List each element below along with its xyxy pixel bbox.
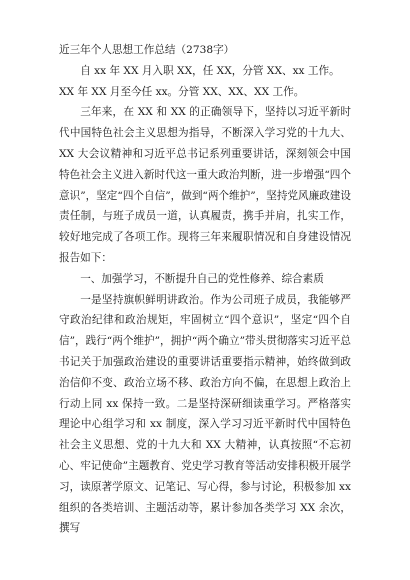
paragraph-current-position: XX 年 XX 月至今任 xx。分管 XX、XX、XX 工作。 <box>59 85 305 98</box>
document-body <box>59 40 351 539</box>
section-heading-study: 一、加强学习，不断提升自己的党性修养、综合素质 <box>80 272 324 285</box>
document-title: 近三年个人思想工作总结（2738字） <box>59 44 235 56</box>
paragraph-overview: 三年来，在 XX 和 XX 的正确领导下，坚持以习近平新时代中国特色社会主义思想为指导，不断深入学习党的十九大、XX 大会议精神和习近平总书记系列重要讲话，深刻领会中国特色社会主义进入新时代这一重大政治判断，进一步增强“四个意识”，坚定“四个自信”，做到“两个维护”，坚持党风廉政建设责任制，与班子成员一道，认真履责，携手并肩，扎实工作，较好地完成了各项工作。现将三年来履职情况和自身建设情况报告如下： <box>59 106 351 264</box>
paragraph-appointment: 自 xx 年 XX 月入职 XX，任 XX，分管 XX、xx 工作。 <box>80 64 340 77</box>
paragraph-politics-study: 一是坚持旗帜鲜明讲政治。作为公司班子成员，我能够严守政治纪律和政治规矩，牢固树立“四个意识”，坚定“四个自信”，践行“两个维护”，拥护“两个确立”带头贯彻落实习近平总书记关于加强政治建设的重要讲话重要指示精神，始终做到政治信仰不变、政治立场不移、政治方向不偏，在思想上政治上行动上同 xx 保持一致。二是坚持深研细读重学习。严格落实理论中心组学习和 xx 制度，深入学习习近平新时代中国特色社会主义思想、党的十九大和 XX 大精神，认真按照“不忘初心、牢记使命”主题教育、党史学习教育等活动安排积极开展学习，读原著学原文、记笔记、写心得，参与讨论，积极参加 xx 组织的各类培训、主题活动等，累计参加各类学习 XX 余次，撰写 <box>59 293 351 535</box>
